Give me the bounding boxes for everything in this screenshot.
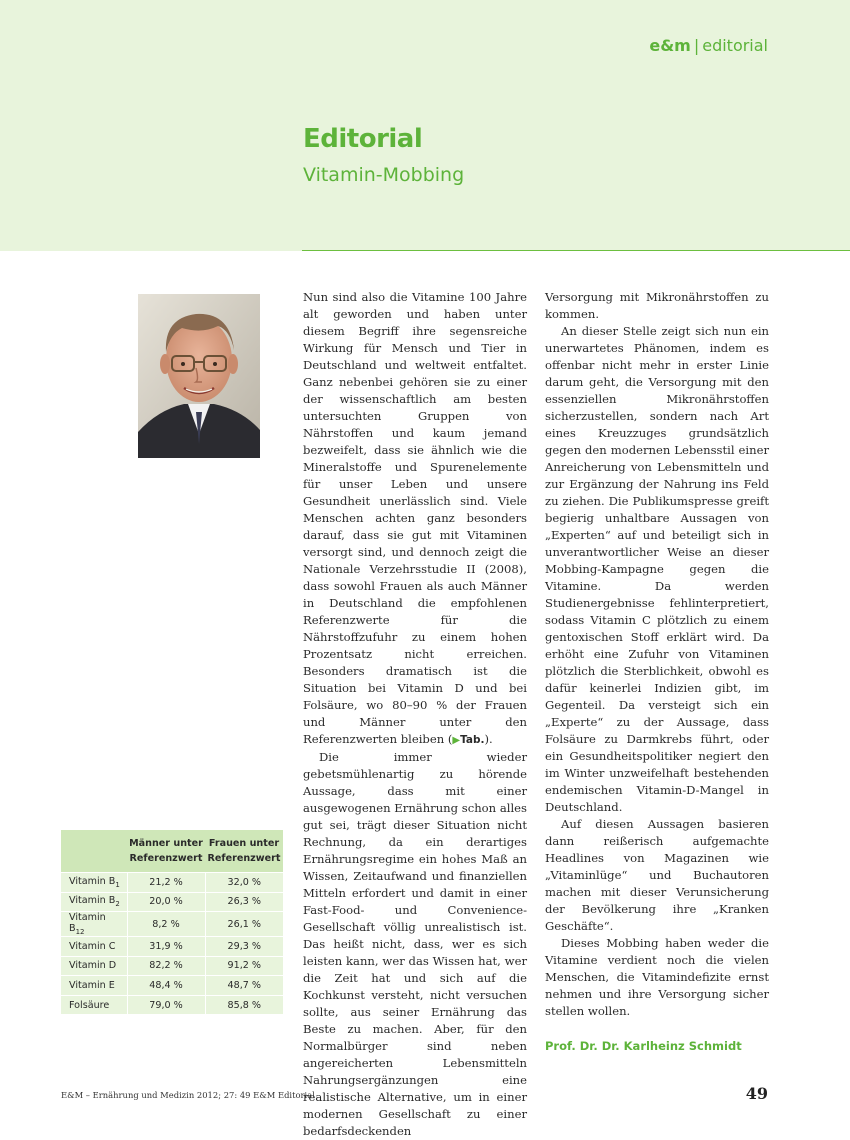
article-paragraph: Auf diesen Aussagen basieren dann reißerisch aufgemachte Headlines von Magazinen wie „Vitaminlüge“ und Buchautoren machen mit dieser Verunsicherung der Bevölkerung ihre „Kranken Geschäfte“.	[545, 817, 769, 933]
table-row	[61, 873, 283, 893]
women-value-cell: 85,8 %	[205, 995, 283, 1014]
article-column-1	[303, 289, 527, 1140]
vitamin-name-cell	[61, 892, 127, 912]
page-title: Editorial	[303, 124, 423, 154]
table-header-row	[61, 830, 283, 873]
table-header-women: Frauen unter Referenzwert	[205, 830, 283, 873]
vitamin-name-cell	[61, 995, 127, 1014]
men-value-cell: 31,9 %	[127, 937, 205, 957]
journal-brand: e&m	[649, 36, 691, 55]
paragraph-text: Nun sind also die Vitamine 100 Jahre alt geworden und haben unter diesem Begriff ihre segensreiche Wirkung für Mensch und Tier in Deutschland und weltweit entfaltet. Ganz nebenbei gehören sie zu einer der wissenschaftlich am besten untersuchten Gruppen von Nährstoffen und kaum jemand bezweifelt, dass sie ähnlich wie die Mineralstoffe und Spurenelemente für unser Leben und unsere Gesundheit unerlässlich sind. Viele Menschen achten ganz besonders darauf, dass sie gut mit Vitaminen versorgt sind, und dennoch zeigt die Nationale Verzehrsstudie II (2008), dass sowohl Frauen als auch Männer in Deutschland die empfohlenen Referenzwerte für die Nährstoffzufuhr zu einem hohen Prozentsatz nicht erreichen. Besonders dramatisch ist die Situation bei Vitamin D und bei Folsäure, wo 80–90 % der Frauen und Männer unter den Referenzwerten bleiben (	[303, 290, 527, 746]
footer-citation: E&M – Ernährung und Medizin 2012; 27: 49 E&M Editorial	[61, 1090, 315, 1100]
women-value-cell: 91,2 %	[205, 956, 283, 976]
author-portrait	[138, 294, 260, 458]
vitamin-name: Vitamin D	[69, 960, 117, 972]
vitamin-subscript: 12	[75, 928, 85, 937]
page-number: 49	[745, 1084, 768, 1103]
women-value-cell: 29,3 %	[205, 937, 283, 957]
vitamin-name-cell	[61, 937, 127, 957]
table-row	[61, 937, 283, 957]
men-value-cell: 20,0 %	[127, 892, 205, 912]
vitamin-name: Vitamin B	[69, 895, 116, 907]
article-paragraph: Die immer wieder gebetsmühlenartig zu hörende Aussage, dass mit einer ausgewogenen Ernährung schon alles gut sei, trägt dieser Situation nicht Rechnung, da ein derartiges Ernährungsregime ein hohes Maß an Wissen, Zeitaufwand und finanziellen Mitteln erfordert und damit in einer Fast-Food- und Convenience-Gesellschaft völlig unrealistisch ist. Das heißt nicht, dass, wer es sich leisten kann, wer das Wissen hat, wer die Zeit hat und sich auf die Kochkunst versteht, nicht versuchen sollte, aus seiner Ernährung das Beste zu machen. Aber, für den Normalbürger sind neben angereicherten Lebensmitteln Nahrungsergänzungen eine realistische Alternative, um in einer modernen Gesellschaft zu einer bedarfsdeckenden	[303, 750, 527, 1138]
table-row	[61, 995, 283, 1014]
table-reference-label: Tab.	[460, 734, 485, 746]
vitamin-name-cell	[61, 956, 127, 976]
women-value-cell: 26,3 %	[205, 892, 283, 912]
author-signature: Prof. Dr. Dr. Karlheinz Schmidt	[545, 1039, 742, 1053]
vitamin-name: Vitamin B	[69, 875, 116, 887]
vitamin-subscript: 2	[115, 900, 120, 909]
article-paragraph: Versorgung mit Mikronährstoffen zu kommen.	[545, 290, 769, 321]
table-row	[61, 956, 283, 976]
brand-separator: |	[693, 36, 700, 55]
table-row	[61, 976, 283, 996]
men-value-cell: 79,0 %	[127, 995, 205, 1014]
paragraph-text-end: ).	[484, 732, 493, 746]
article-paragraph: An dieser Stelle zeigt sich nun ein unerwartetes Phänomen, indem es offenbar nicht mehr in erster Linie darum geht, die Versorgung mit den essenziellen Mikronährstoffen sicherzustellen, sondern nach Art eines Kreuzzuges grundsätzlich gegen den modernen Lebensstil einer Anreicherung von Lebensmitteln und zur Ergänzung der Nahrung ins Feld zu ziehen. Die Publikumspresse greift begierig unhaltbare Aussagen von „Experten“ auf und beteiligt sich in unverantwortlicher Weise an dieser Mobbing-Kampagne gegen die Vitamine. Da werden Studienergebnisse fehlinterpretiert, sodass Vitamin C plötzlich zu einem gentoxischen Stoff erklärt wird. Da erhöht eine Zufuhr von Vitaminen plötzlich die Sterblichkeit, obwohl es dafür keinerlei Indizien gibt, im Gegenteil. Da versteigt sich ein „Experte“ zu der Aussage, dass Folsäure zu Darmkrebs führt, oder ein Gesundheitspolitiker negiert den im Winter unzweifelhaft bestehenden endemischen Vitamin-D-Mangel in Deutschland.	[545, 324, 769, 814]
table-row	[61, 912, 283, 937]
arrow-right-icon: ▶	[452, 735, 461, 746]
article-paragraph: Dieses Mobbing haben weder die Vitamine verdient noch die vielen Menschen, die Vitamindefizite ernst nehmen und ihre Versorgung sicher stellen wollen.	[545, 936, 769, 1018]
women-value-cell: 48,7 %	[205, 976, 283, 996]
table-header-cell	[61, 830, 127, 873]
men-value-cell: 48,4 %	[127, 976, 205, 996]
women-value-cell: 26,1 %	[205, 912, 283, 937]
section-label	[649, 36, 768, 55]
table-header-men: Männer unter Referenzwert	[127, 830, 205, 873]
vitamin-name-cell	[61, 976, 127, 996]
author-photo-image	[138, 294, 260, 458]
vitamin-name: Vitamin E	[69, 980, 115, 992]
section-name: editorial	[702, 36, 768, 55]
article-column-2	[545, 289, 769, 1055]
vitamin-name: Vitamin B	[69, 912, 106, 935]
vitamin-name: Vitamin C	[69, 940, 116, 952]
header-divider	[302, 250, 850, 251]
men-value-cell: 21,2 %	[127, 873, 205, 893]
article-paragraph	[303, 289, 527, 749]
vitamin-table	[61, 830, 283, 1014]
table-reference-link[interactable]	[452, 732, 484, 746]
vitamin-name: Folsäure	[69, 999, 110, 1011]
men-value-cell: 8,2 %	[127, 912, 205, 937]
vitamin-name-cell	[61, 873, 127, 893]
vitamin-name-cell	[61, 912, 127, 937]
women-value-cell: 32,0 %	[205, 873, 283, 893]
table-row	[61, 892, 283, 912]
vitamin-subscript: 1	[115, 880, 120, 889]
men-value-cell: 82,2 %	[127, 956, 205, 976]
page-subtitle: Vitamin-Mobbing	[303, 164, 465, 186]
